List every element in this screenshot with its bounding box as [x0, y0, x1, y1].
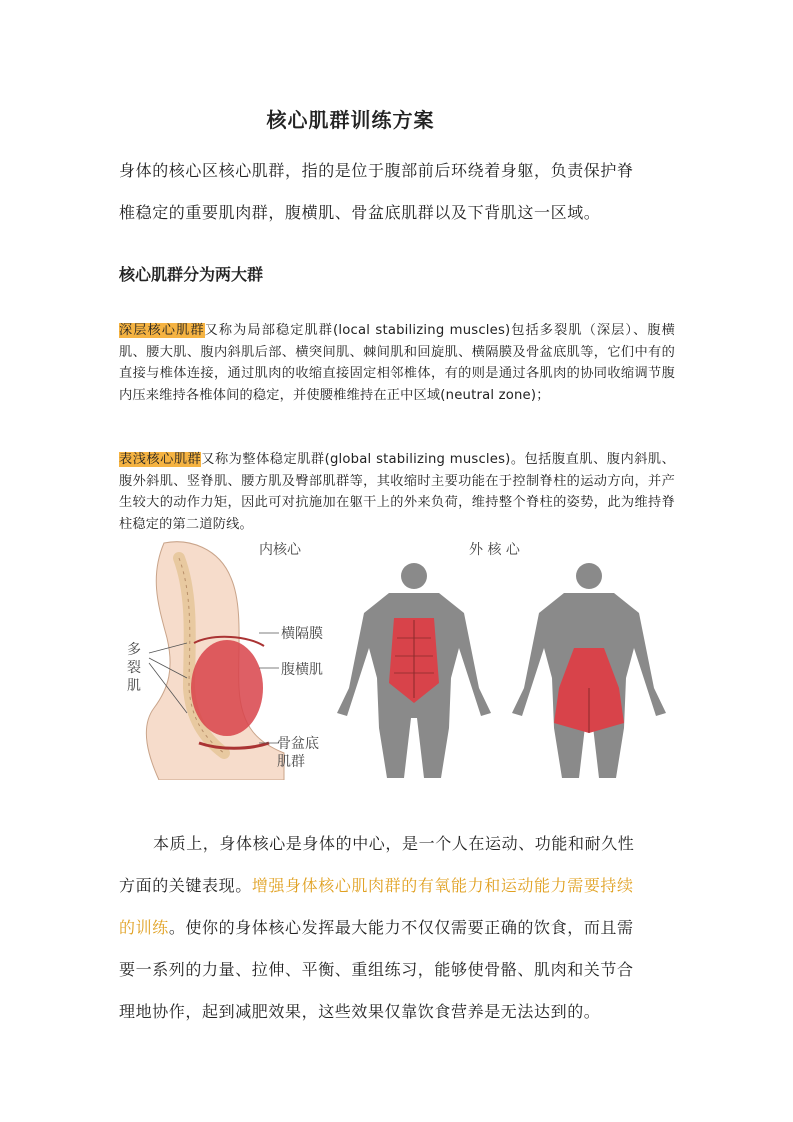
transversus-muscle: [191, 640, 263, 736]
transversus-label: 腹横肌: [281, 662, 323, 678]
core-muscles-figure: [119, 538, 675, 780]
multifidus-label: 多: [127, 642, 141, 658]
highlight-text: 增强身体核心肌肉群的有氧能力和运动能力需要持续: [251, 876, 634, 895]
deep-group-term: 深层核心肌群: [119, 323, 205, 338]
diaphragm-label: 横隔膜: [281, 626, 323, 642]
intro-line: 椎稳定的重要肌肉群，腹横肌、骨盆底肌群以及下背肌这一区域。: [119, 203, 601, 222]
multifidus-label: 裂: [127, 660, 141, 676]
page-title: 核心肌群训练方案: [266, 108, 435, 132]
conclusion-paragraph: [119, 823, 675, 1033]
superficial-group-term: 表浅核心肌群: [119, 452, 202, 467]
highlight-text: 的训练: [119, 918, 169, 937]
deep-group-text: 又称为局部稳定肌群(local stabilizing muscles)包括多裂肌（深层）、腹横肌、腰大肌、腹内斜肌后部、横突间肌、棘间肌和回旋肌、横隔膜及骨盆底肌等，它们中有的直接与椎体连接，通过肌肉的收缩直接固定相邻椎体，有的则是通过各肌肉的协同收缩调节腹内压来维持各椎体间的稳定，并使腰椎维持在正中区域(neutral zone)；: [119, 323, 675, 403]
conclusion-line: 的训练。使你的身体核心发挥最大能力不仅仅需要正确的饮食，而且需: [119, 918, 634, 937]
outer-core-label: 外 核 心: [469, 542, 520, 558]
superficial-group-paragraph: [119, 449, 675, 535]
intro-line: 身体的核心区核心肌群，指的是位于腹部前后环绕着身躯，负责保护脊: [119, 161, 634, 180]
pelvic-floor-label: 肌群: [277, 754, 305, 770]
conclusion-line: 方面的关键表现。增强身体核心肌肉群的有氧能力和运动能力需要持续: [119, 876, 634, 895]
conclusion-line: 要一系列的力量、拉伸、平衡、重组练习，能够使骨骼、肌肉和关节合: [119, 960, 634, 979]
inner-core-label: 内核心: [259, 542, 301, 558]
conclusion-line: 本质上，身体核心是身体的中心，是一个人在运动、功能和耐久性: [153, 834, 635, 853]
deep-group-paragraph: [119, 320, 675, 406]
pelvic-floor-label: 骨盆底: [277, 736, 319, 752]
superficial-group-text: 又称为整体稳定肌群(global stabilizing muscles)。包括腹直肌、腹内斜肌、腹外斜肌、竖脊肌、腰方肌及臀部肌群等，其收缩时主要功能在于控制脊柱的运动方向，并产生较大的动作力矩，因此可对抗施加在躯干上的外来负荷，维持整个脊柱的姿势，此为维持脊柱稳定的第二道防线。: [119, 452, 676, 532]
intro-paragraph: [119, 150, 675, 234]
section-heading: 核心肌群分为两大群: [119, 265, 264, 284]
conclusion-line: 理地协作，起到减肥效果，这些效果仅靠饮食营养是无法达到的。: [119, 1002, 601, 1021]
multifidus-label: 肌: [127, 678, 141, 694]
